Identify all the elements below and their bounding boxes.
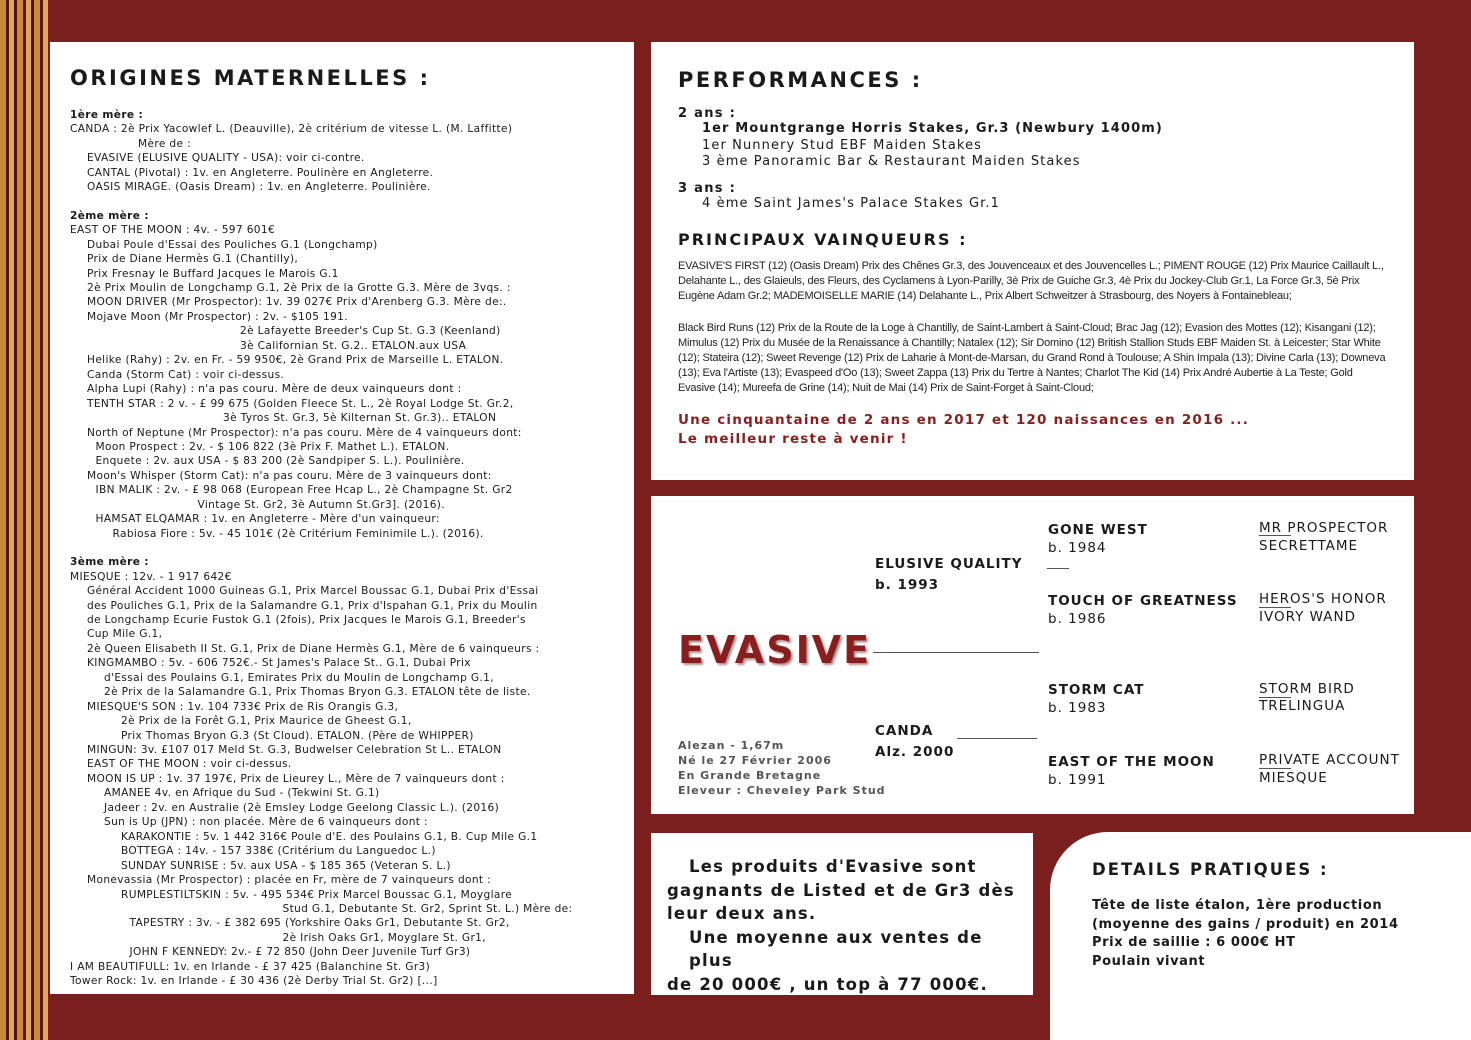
maternal-origins-title: ORIGINES MATERNELLES :	[70, 66, 431, 90]
ancestor-4a: PRIVATE ACCOUNT	[1259, 752, 1400, 768]
text-line: AMANEE 4v. en Afrique du Sud - (Tekwini St. G.1)	[104, 787, 380, 800]
grandsire-3-name: STORM CAT	[1048, 682, 1145, 698]
text-line: SUNDAY SUNRISE : 5v. aux USA - $ 185 365 (Veteran S. L.)	[121, 859, 451, 872]
text-line: des Pouliches G.1, Prix de la Salamandre G.1, Prix d'Ispahan G.1, Prix du Moulin	[87, 599, 538, 612]
text-line: KINGMAMBO : 5v. - 606 752€.- St James's Palace St.. G.1, Dubai Prix	[87, 657, 471, 670]
text-line: 2è Queen Elisabeth II St. G.1, Prix de Diane Hermès G.1, Mère de 6 vainqueurs :	[87, 642, 540, 655]
text-line: 2è Prix de la Forêt G.1, Prix Maurice de Gheest G.1,	[121, 715, 412, 728]
text-line: 3è Tyros St. Gr.3, 5è Kilternan St. Gr.3).. ETALON	[223, 412, 497, 425]
sire-year: b. 1993	[875, 577, 940, 593]
horse-name: EVASIVE	[678, 628, 872, 672]
text-line: 2è Prix de la Salamandre G.1, Prix Thomas Bryon G.3. ETALON tête de liste.	[104, 686, 531, 699]
age3-list	[678, 196, 1387, 213]
text-line: North of Neptune (Mr Prospector): n'a pas couru. Mère de 4 vainqueurs dont:	[87, 426, 522, 439]
pedigree-line	[1259, 607, 1291, 608]
maternal-origins-panel	[50, 42, 634, 994]
text-line: 3è Californian St. G.2.. ETALON.aux USA	[240, 339, 467, 352]
text-line: 4 ème Saint James's Palace Stakes Gr.1	[702, 195, 1000, 211]
text-line: EAST OF THE MOON : 4v. - 597 601€	[70, 224, 276, 237]
text-line: d'Essai des Poulains G.1, Emirates Prix du Moulin de Longchamp G.1,	[104, 671, 494, 684]
age2-list	[678, 121, 1387, 171]
winners-highlight-1: Une cinquantaine de 2 ans en 2017 et 120 naissances en 2016 ...	[678, 411, 1250, 428]
pedigree-panel	[651, 496, 1414, 814]
text-line: 2ème mère :	[70, 209, 149, 222]
text-line: 2è Irish Oaks Gr1, Moyglare St. Gr1,	[282, 931, 486, 944]
text-line: 1er Mountgrange Horris Stakes, Gr.3 (Newbury 1400m)	[702, 121, 1163, 136]
text-line: Enquete : 2v. aux USA - $ 83 200 (2è Sandpiper S. L.). Poulinière.	[95, 455, 465, 468]
text-line: BOTTEGA : 14v. - 157 338€ (Critérium du Languedoc L.)	[121, 845, 436, 858]
text-line: Alpha Lupi (Rahy) : n'a pas couru. Mère de deux vainqueurs dont :	[87, 383, 462, 396]
text-line: OASIS MIRAGE. (Oasis Dream) : 1v. en Angleterre. Poulinière.	[87, 181, 431, 194]
text-line: KARAKONTIE : 5v. 1 442 316€ Poule d'E. des Poulains G.1, B. Cup Mile G.1	[121, 830, 538, 843]
maternal-lines	[70, 108, 614, 989]
promo-line-4: Une moyenne aux ventes de plus	[689, 927, 983, 970]
pedigree-line	[1047, 568, 1069, 569]
text-line: 3 ème Panoramic Bar & Restaurant Maiden Stakes	[702, 154, 1081, 169]
spacer	[70, 195, 614, 209]
winners-paragraph-1: EVASIVE'S FIRST (12) (Oasis Dream) Prix des Chênes Gr.3, des Jouvenceaux et des Jouvencelles L.; PIMENT ROUGE (12) Prix Maurice Caillault L., Delahante L., des Glaieuls, des Fleurs, des Cyclamens à Lyon-Parilly, 3è Prix de Guiche Gr.3, 4è Prix du Jockey-Club Gr.1, La Force Gr.3, 5è Prix Eugène Adam Gr.2; MADEMOISELLE MARIE (14) Delahante L., Prix Albert Schweitzer à Strasbourg, des Noyers à Fontainebleau;	[678, 260, 1384, 303]
decorative-stripes	[0, 0, 48, 1040]
winners-highlight-2: Le meilleur reste à venir !	[678, 430, 908, 447]
text-line: Moon's Whisper (Storm Cat): n'a pas couru. Mère de 3 vainqueurs dont:	[87, 469, 492, 482]
text-line: MIESQUE : 12v. - 1 917 642€	[70, 570, 232, 583]
text-line: Général Accident 1000 Guineas G.1, Prix Marcel Boussac G.1, Dubai Prix d'Essai	[87, 585, 539, 598]
text-line: Prix Fresnay le Buffard Jacques le Marois G.1	[87, 267, 339, 280]
horse-birth-country: En Grande Bretagne	[678, 769, 822, 782]
text-line: 2è Prix Moulin de Longchamp G.1, 2è Prix de la Grotte G.3. Mère de 3vqs. :	[87, 281, 511, 294]
ancestor-2b: IVORY WAND	[1259, 609, 1356, 625]
practical-details-title: DETAILS PRATIQUES :	[1092, 860, 1329, 879]
text-line: Mère de :	[138, 137, 191, 150]
text-line: Moon Prospect : 2v. - $ 106 822 (3è Prix F. Mathet L.). ETALON.	[95, 440, 450, 453]
text-line: Rabiosa Fiore : 5v. - 45 101€ (2è Critérium Feminimile L.). (2016).	[112, 527, 484, 540]
text-line: 1ère mère :	[70, 109, 144, 121]
winners-paragraph-2: Black Bird Runs (12) Prix de la Route de la Loge à Chantilly, de Saint-Lambert à Saint-Cloud; Brac Jag (12); Evasion des Mottes (12); Kisangani (12); Mimulus (12) Prix du Musée de la Renaissance à Chantilly; Natalex (12); Sir Domino (12) British Stallion Studs EBF Maiden St. à Leicester; Star White (12); Stateira (12); Sweet Revenge (12) Prix de Laharie à Mont-de-Marsan, du Grand Rond à Toulouse; A Shin Impala (13); Divine Carla (13); Downeva (13); Eva l'Artiste (13); Evaspeed d'Oo (13); Sweet Zappa (13) Prix du Tertre à Nantes; Charlot The Kid (14) Prix André Aubertie à La Teste; Gold Evasive (14); Mureefa de Grine (14); Nuit de Mai (14) Prix de Saint-Forget à Saint-Cloud;	[678, 321, 1386, 395]
text-line: I AM BEAUTIFULL: 1v. en Irlande - £ 37 425 (Balanchine St. Gr3)	[70, 960, 431, 973]
ancestor-3a: STORM BIRD	[1259, 681, 1355, 697]
pedigree-line	[1259, 768, 1291, 769]
text-line: Cup Mile G.1,	[87, 628, 163, 641]
sire-name: ELUSIVE QUALITY	[875, 556, 1023, 572]
promo-line-3: leur deux ans.	[667, 904, 817, 923]
text-line: Canda (Storm Cat) : voir ci-dessus.	[87, 368, 285, 381]
dam-year: Alz. 2000	[875, 744, 955, 760]
spacer	[70, 541, 614, 555]
ancestor-4b: MIESQUE	[1259, 770, 1328, 786]
text-line: Jadeer : 2v. en Australie (2è Emsley Lodge Geelong Classic L.). (2016)	[104, 801, 500, 814]
text-line: 2è Lafayette Breeder's Cup St. G.3 (Keenland)	[240, 325, 501, 338]
text-line: Helike (Rahy) : 2v. en Fr. - 59 950€, 2è Grand Prix de Marseille L. ETALON.	[87, 354, 504, 367]
grandsire-3-year: b. 1983	[1048, 700, 1107, 716]
text-line: IBN MALIK : 2v. - £ 98 068 (European Free Hcap L., 2è Champagne St. Gr2	[95, 484, 513, 497]
grandsire-2-name: TOUCH OF GREATNESS	[1048, 593, 1238, 609]
promo-line-1: Les produits d'Evasive sont	[689, 857, 977, 876]
text-line: HAMSAT ELQAMAR : 1v. en Angleterre - Mère d'un vainqueur:	[95, 513, 440, 526]
details-line-1: Tête de liste étalon, 1ère production	[1092, 898, 1383, 913]
grandsire-2-year: b. 1986	[1048, 611, 1107, 627]
text-line: MOON IS UP : 1v. 37 197€, Prix de Lieurey L., Mère de 7 vainqueurs dont :	[87, 772, 505, 785]
ancestor-1a: MR PROSPECTOR	[1259, 520, 1389, 536]
promo-line-2: gagnants de Listed et de Gr3 dès	[667, 880, 1015, 900]
horse-birth-date: Né le 27 Février 2006	[678, 754, 832, 767]
text-line: CANDA : 2è Prix Yacowlef L. (Deauville), 2è critérium de vitesse L. (M. Laffitte)	[70, 123, 513, 136]
text-line: Stud G.1, Debutante St. Gr2, Sprint St. L.) Mère de:	[282, 903, 573, 916]
text-line: JOHN F KENNEDY: 2v.- £ 72 850 (John Deer Juvenile Turf Gr3)	[129, 946, 471, 959]
text-line: 3ème mère :	[70, 556, 149, 569]
age3-label: 3 ans :	[678, 180, 737, 196]
text-line: 1er Nunnery Stud EBF Maiden Stakes	[702, 137, 983, 153]
practical-details-panel	[1050, 832, 1471, 1040]
text-line: MOON DRIVER (Mr Prospector): 1v. 39 027€ Prix d'Arenberg G.3. Mère de:.	[87, 296, 507, 309]
promo-panel	[651, 833, 1033, 995]
age2-label: 2 ans :	[678, 106, 737, 121]
details-line-3: Prix de saillie : 6 000€ HT	[1092, 935, 1296, 950]
text-line: de Longchamp Ecurie Fustok G.1 (2fois), Prix Jacques le Marois G.1, Breeder's	[87, 613, 526, 626]
text-line: RUMPLESTILTSKIN : 5v. - 495 534€ Prix Marcel Boussac G.1, Moyglare	[121, 888, 513, 901]
text-line: EAST OF THE MOON : voir ci-dessus.	[87, 758, 292, 771]
text-line: TAPESTRY : 3v. - £ 382 695 (Yorkshire Oaks Gr1, Debutante St. Gr2,	[129, 917, 510, 930]
text-line: CANTAL (Pivotal) : 1v. en Angleterre. Poulinère en Angleterre.	[87, 166, 434, 179]
grandsire-4-year: b. 1991	[1048, 772, 1107, 788]
performances-title: PERFORMANCES :	[678, 68, 923, 92]
winners-highlight	[678, 411, 1387, 449]
grandsire-1-year: b. 1984	[1048, 540, 1107, 556]
text-line: Monevassia (Mr Prospector) : placée en Fr, mère de 7 vainqueurs dont :	[87, 874, 492, 887]
text-line: EVASIVE (ELUSIVE QUALITY - USA): voir ci-contre.	[87, 152, 365, 165]
text-line: Prix Thomas Bryon G.3 (St Cloud). ETALON. (Père de WHIPPER)	[121, 729, 474, 742]
ancestor-3b: TRELINGUA	[1259, 698, 1346, 714]
horse-breeder: Eleveur : Cheveley Park Stud	[678, 784, 886, 797]
text-line: Vintage St. Gr2, 3è Autumn St.Gr3]. (2016).	[197, 498, 445, 511]
pedigree-line	[873, 652, 1039, 653]
details-line-2: (moyenne des gains / produit) en 2014	[1092, 916, 1399, 932]
dam-name: CANDA	[875, 723, 934, 739]
winners-title: PRINCIPAUX VAINQUEURS :	[678, 230, 968, 249]
text-line: Mojave Moon (Mr Prospector) : 2v. - $105 191.	[87, 310, 348, 323]
text-line: MIESQUE'S SON : 1v. 104 733€ Prix de Ris Orangis G.3,	[87, 700, 399, 713]
promo-line-5: de 20 000€ , un top à 77 000€.	[667, 974, 988, 994]
performances-panel	[651, 42, 1414, 480]
ancestor-1b: SECRETTAME	[1259, 538, 1359, 554]
horse-color-height: Alezan - 1,67m	[678, 739, 785, 752]
grandsire-1-name: GONE WEST	[1048, 522, 1148, 538]
text-line: TENTH STAR : 2 v. - £ 99 675 (Golden Fleece St. L., 2è Royal Lodge St. Gr.2,	[87, 397, 514, 410]
text-line: Prix de Diane Hermès G.1 (Chantilly),	[87, 253, 299, 266]
details-line-4: Poulain vivant	[1092, 953, 1206, 969]
grandsire-4-name: EAST OF THE MOON	[1048, 754, 1215, 770]
text-line: Dubai Poule d'Essai des Pouliches G.1 (Longchamp)	[87, 238, 378, 251]
pedigree-line	[957, 738, 1037, 739]
text-line: Tower Rock: 1v. en Irlande - £ 30 436 (2è Derby Trial St. Gr2) [...]	[70, 975, 438, 988]
text-line: Sun is Up (JPN) : non placée. Mère de 6 vainqueurs dont :	[104, 816, 428, 829]
text-line: MINGUN: 3v. £107 017 Meld St. G.3, Budwelser Celebration St L.. ETALON	[87, 744, 502, 757]
ancestor-2a: HEROS'S HONOR	[1259, 591, 1387, 607]
